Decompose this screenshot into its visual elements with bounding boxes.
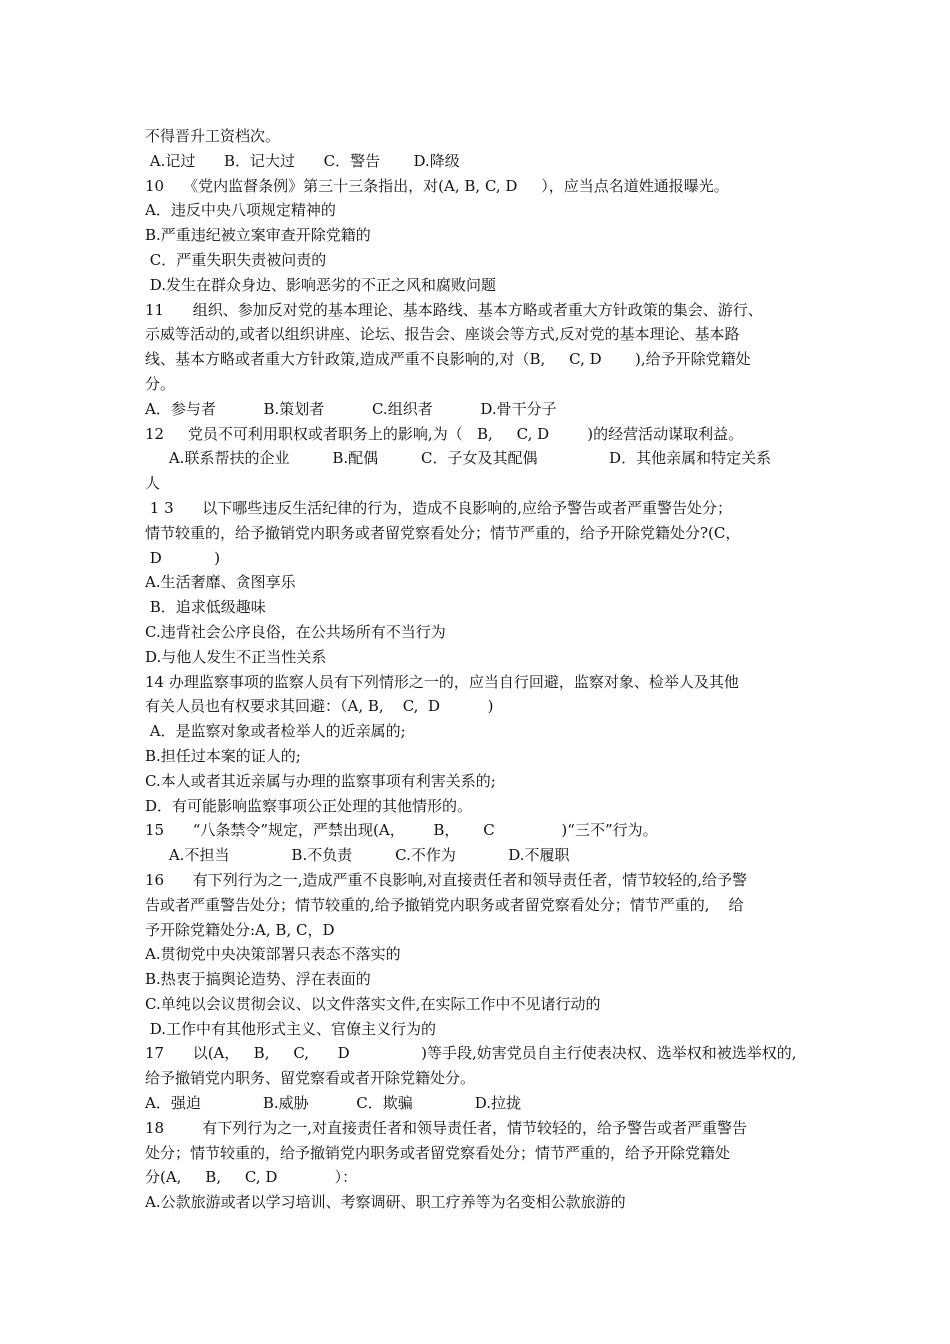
text-line: 16 有下列行为之一,造成严重不良影响,对直接责任者和领导责任者，情节较轻的,给予警 (145, 870, 748, 889)
text-line: A.生活奢靡、贪图享乐 (145, 573, 296, 592)
text-line: D.发生在群众身边、影响恶劣的不正之风和腐败问题 (145, 275, 497, 294)
text-line: D.工作中有其他形式主义、官僚主义行为的 (145, 1019, 437, 1038)
text-line: A.记过 B．记大过 C．警告 D.降级 (145, 151, 460, 170)
text-line: 分(A, B, C, D ）： (145, 1168, 358, 1187)
text-line: C.单纯以会议贯彻会议、以文件落实文件,在实际工作中不见诸行动的 (145, 994, 601, 1013)
text-line: A．强迫 B.威胁 C．欺骗 D.拉拢 (145, 1094, 522, 1113)
text-line: D．有可能影响监察事项公正处理的其他情形的。 (145, 796, 473, 815)
text-line: 11 组织、参加反对党的基本理论、基本路线、基本方略或者重大方针政策的集会、游行、 (145, 300, 763, 319)
text-line: A.贯彻党中央决策部署只表态不落实的 (145, 945, 401, 964)
text-line: 1 3 以下哪些违反生活纪律的行为，造成不良影响的,应给予警告或者严重警告处分； (145, 498, 733, 517)
text-line: A.公款旅游或者以学习培训、考察调研、职工疗养等为名变相公款旅游的 (145, 1193, 626, 1212)
text-line: C．严重失职失责被问责的 (145, 250, 327, 269)
text-line: 17 以(A， B, C, D )等手段,妨害党员自主行使表决权、选举权和被选举权的, (145, 1044, 797, 1063)
text-line: 不得晋升工资档次。 (145, 127, 281, 145)
text-line: 分。 (145, 374, 176, 393)
text-line: B.担任过本案的证人的; (145, 746, 301, 765)
text-line: B．追求低级趣味 (145, 598, 266, 617)
text-line: 告或者严重警告处分；情节较重的,给予撤销党内职务或者留党察看处分；情节严重的, 给 (145, 895, 744, 914)
text-line: 情节较重的，给予撤销党内职务或者留党察看处分；情节严重的，给予开除党籍处分?(C， (145, 523, 741, 542)
text-line: D.与他人发生不正当性关系 (145, 647, 327, 666)
text-line: 14 办理监察事项的监察人员有下列情形之一的，应当自行回避，监察对象、检举人及其他 (145, 672, 739, 691)
text-line: C.违背社会公序良俗，在公共场所有不当行为 (145, 622, 446, 641)
text-line: A.不担当 B.不负责 C.不作为 D.不履职 (145, 846, 570, 865)
text-line: A．参与者 B.策划者 C.组织者 D.骨干分子 (145, 399, 557, 418)
text-line: A．是监察对象或者检举人的近亲属的; (145, 722, 406, 741)
text-line: 有关人员也有权要求其回避：（A, B, C, D ) (145, 697, 494, 716)
text-line: 15 “八条禁令”规定，严禁出现(A， B， C )“三不”行为。 (145, 821, 658, 840)
text-line: 12 党员不可利用职权或者职务上的影响,为（ B, C, D )的经营活动谋取利益。 (145, 424, 744, 443)
text-line: A．违反中央八项规定精神的 (145, 201, 336, 220)
text-line: B.热衷于搞舆论造势、浮在表面的 (145, 970, 371, 989)
text-line: 人 (145, 474, 161, 493)
text-line: A.联系帮扶的企业 B.配偶 C．子女及其配偶 D．其他亲属和特定关系 (145, 449, 772, 468)
text-line: C.本人或者其近亲属与办理的监察事项有利害关系的; (145, 771, 496, 790)
text-line: 示威等活动的,或者以组织讲座、论坛、报告会、座谈会等方式,反对党的基本理论、基本路 (145, 325, 740, 344)
text-line: 18 有下列行为之一,对直接责任者和领导责任者，情节较轻的，给予警告或者严重警告 (145, 1118, 748, 1137)
text-line: 处分；情节较重的，给予撤销党内职务或者留党察看处分；情节严重的，给予开除党籍处 (145, 1143, 731, 1162)
text-line: 线、基本方略或者重大方针政策,造成严重不良影响的,对（B, C, D ),给予开除党籍处 (145, 350, 751, 369)
document-body (145, 124, 810, 1215)
text-line: D ) (145, 548, 221, 567)
text-line: 给予撤销党内职务、留党察看或者开除党籍处分。 (145, 1069, 476, 1088)
text-line: 10 《党内监督条例》第三十三条指出，对(A, B, C, D ），应当点名道姓通报曝光。 (145, 176, 729, 195)
text-line: 予开除党籍处分:A, B, C，D (145, 920, 335, 939)
text-line: B.严重违纪被立案审查开除党籍的 (145, 226, 371, 245)
